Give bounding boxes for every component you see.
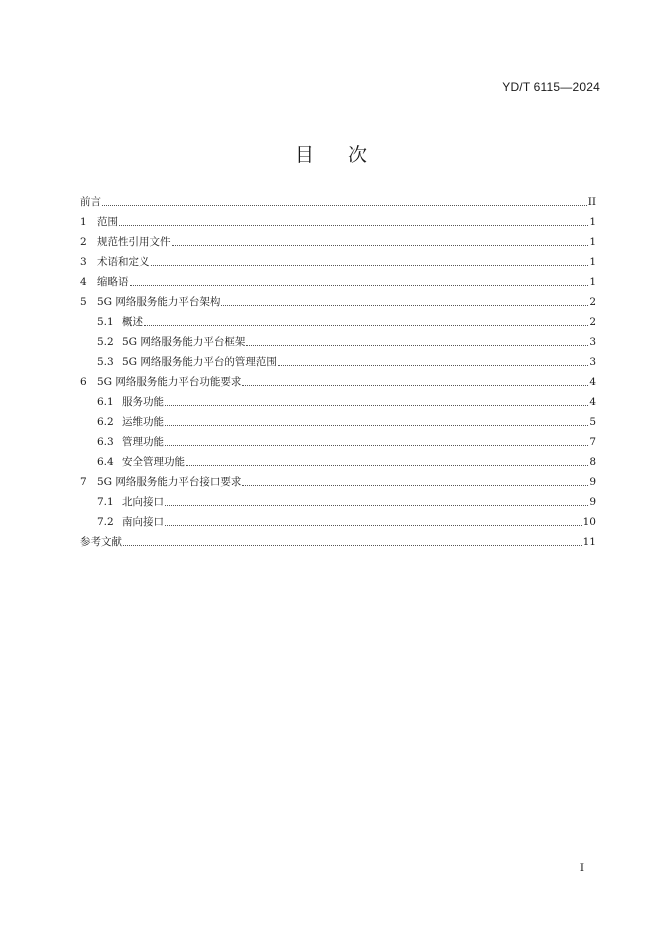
toc-entry[interactable] (80, 532, 596, 552)
toc-dot-leader (246, 345, 588, 346)
page-title (0, 140, 662, 167)
toc-entry[interactable] (80, 352, 596, 372)
toc-entry-number: 3 (80, 256, 87, 268)
toc-entry-number: 5 (80, 296, 87, 308)
toc-entry-page: 3 (589, 356, 596, 368)
toc-entry-number: 5.1 (97, 316, 114, 328)
toc-dot-leader (165, 405, 588, 406)
toc-entry-page: 1 (589, 276, 596, 288)
toc-entry-label: 5G 网络服务能力平台接口要求 (97, 476, 242, 488)
toc-entry-number: 5.3 (97, 356, 114, 368)
toc-dot-leader (242, 385, 588, 386)
toc-entry[interactable] (80, 252, 596, 272)
toc-dot-leader (278, 365, 588, 366)
toc-entry-number: 6.2 (97, 416, 114, 428)
toc-entry-page: 2 (589, 316, 596, 328)
toc-entry[interactable] (80, 452, 596, 472)
toc-entry[interactable] (80, 432, 596, 452)
toc-entry[interactable] (80, 412, 596, 432)
toc-entry-label: 管理功能 (122, 436, 164, 448)
toc-entry-number: 4 (80, 276, 87, 288)
toc-entry[interactable] (80, 472, 596, 492)
toc-entry-page: 1 (589, 256, 596, 268)
toc-dot-leader (102, 205, 587, 206)
toc-entry-page: 8 (589, 456, 596, 468)
toc-entry-page: 4 (589, 376, 596, 388)
toc-entry-label: 范围 (97, 216, 118, 228)
toc-entry-label: 5G 网络服务能力平台架构 (97, 296, 221, 308)
toc-entry-label: 安全管理功能 (122, 456, 185, 468)
toc-entry-page: 11 (582, 536, 596, 548)
table-of-contents (80, 192, 596, 552)
toc-entry-label: 术语和定义 (97, 256, 150, 268)
toc-entry-label: 5G 网络服务能力平台的管理范围 (122, 356, 277, 368)
toc-entry-page: 1 (589, 236, 596, 248)
toc-dot-leader (165, 505, 588, 506)
toc-dot-leader (165, 525, 582, 526)
toc-entry-number: 2 (80, 236, 87, 248)
toc-entry[interactable] (80, 372, 596, 392)
toc-dot-leader (221, 305, 588, 306)
toc-dot-leader (151, 265, 589, 266)
toc-entry-page: 3 (589, 336, 596, 348)
toc-entry-label: 服务功能 (122, 396, 164, 408)
toc-dot-leader (186, 465, 588, 466)
toc-dot-leader (130, 285, 589, 286)
toc-dot-leader (165, 425, 588, 426)
toc-entry-label: 5G 网络服务能力平台框架 (122, 336, 246, 348)
toc-entry-page: 4 (589, 396, 596, 408)
toc-entry-number: 5.2 (97, 336, 114, 348)
toc-entry-page: 7 (589, 436, 596, 448)
toc-entry[interactable] (80, 292, 596, 312)
toc-entry-page: 1 (589, 216, 596, 228)
toc-entry-number: 1 (80, 216, 87, 228)
toc-entry[interactable] (80, 272, 596, 292)
toc-entry-number: 6 (80, 376, 87, 388)
toc-entry-label: 规范性引用文件 (97, 236, 171, 248)
toc-dot-leader (242, 485, 588, 486)
toc-entry-label: 5G 网络服务能力平台功能要求 (97, 376, 242, 388)
toc-entry-number: 7 (80, 476, 87, 488)
toc-entry-label: 概述 (122, 316, 143, 328)
standard-code: YD/T 6115—2024 (502, 80, 600, 94)
toc-entry-page: II (587, 196, 596, 208)
toc-entry[interactable] (80, 312, 596, 332)
toc-entry-label: 南向接口 (122, 516, 164, 528)
title-char-2: 次 (348, 144, 368, 166)
toc-entry-page: 5 (589, 416, 596, 428)
toc-entry[interactable] (80, 332, 596, 352)
toc-entry[interactable] (80, 212, 596, 232)
title-char-1: 目 (294, 144, 314, 166)
page-number: I (579, 862, 584, 874)
toc-entry[interactable] (80, 192, 596, 212)
toc-entry-number: 7.2 (97, 516, 114, 528)
toc-entry[interactable] (80, 492, 596, 512)
toc-entry[interactable] (80, 392, 596, 412)
toc-entry-number: 6.3 (97, 436, 114, 448)
toc-entry[interactable] (80, 512, 596, 532)
toc-entry-page: 10 (582, 516, 596, 528)
toc-dot-leader (172, 245, 589, 246)
toc-entry-number: 6.4 (97, 456, 114, 468)
toc-entry-label: 参考文献 (80, 536, 122, 548)
toc-entry-label: 缩略语 (97, 276, 129, 288)
toc-entry-label: 前言 (80, 196, 101, 208)
toc-dot-leader (123, 545, 582, 546)
toc-entry-number: 6.1 (97, 396, 114, 408)
toc-dot-leader (165, 445, 588, 446)
toc-dot-leader (119, 225, 588, 226)
toc-entry-page: 2 (589, 296, 596, 308)
toc-entry[interactable] (80, 232, 596, 252)
toc-entry-label: 运维功能 (122, 416, 164, 428)
toc-entry-label: 北向接口 (122, 496, 164, 508)
toc-entry-page: 9 (589, 476, 596, 488)
toc-dot-leader (144, 325, 588, 326)
toc-entry-number: 7.1 (97, 496, 114, 508)
toc-entry-page: 9 (589, 496, 596, 508)
